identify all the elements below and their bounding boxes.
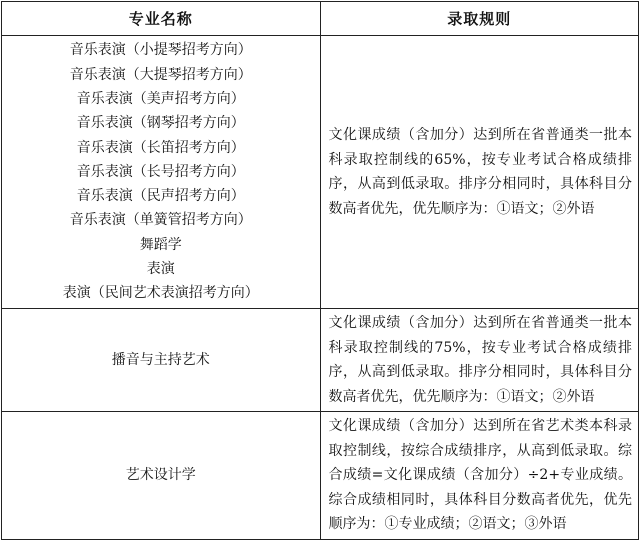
major-name: 音乐表演（钢琴招考方向） <box>76 115 245 132</box>
major-name: 表演 <box>146 261 175 278</box>
major-cell <box>2 36 321 309</box>
major-name: 表演（民间艺术表演招考方向） <box>62 285 259 302</box>
major-name: 播音与主持艺术 <box>111 351 210 368</box>
rule-cell: 文化课成绩（含加分）达到所在省普通类一批本科录取控制线的65%，按专业考试合格成绩排序，从高到低录取。排序分相同时，具体科目分数高者优先，优先顺序为：①语文；②外语 <box>320 36 639 309</box>
table-header-row <box>2 2 639 36</box>
major-name: 音乐表演（单簧管招考方向） <box>69 212 252 229</box>
major-cell <box>2 309 321 412</box>
rule-cell: 文化课成绩（含加分）达到所在省艺术类本科录取控制线，按综合成绩排序，从高到低录取。综合成绩=文化课成绩（含加分）÷2+专业成绩。综合成绩相同时，具体科目分数高者优先，优先顺序为：①专业成绩；②语文；③外语 <box>320 412 639 540</box>
major-name: 艺术设计学 <box>125 467 196 484</box>
major-name: 音乐表演（大提琴招考方向） <box>69 66 252 83</box>
major-cell <box>2 412 321 540</box>
major-name: 音乐表演（长笛招考方向） <box>76 139 245 156</box>
header-admission-rule: 录取规则 <box>320 2 639 36</box>
rule-cell: 文化课成绩（含加分）达到所在省普通类一批本科录取控制线的75%，按专业考试合格成绩排序，从高到低录取。排序分相同时，具体科目分数高者优先，优先顺序为：①语文；②外语 <box>320 309 639 412</box>
major-name: 音乐表演（长号招考方向） <box>76 163 245 180</box>
admission-rules-table <box>1 1 639 540</box>
table-row <box>2 36 639 309</box>
major-name: 舞蹈学 <box>139 236 182 253</box>
major-name: 音乐表演（美声招考方向） <box>76 90 245 107</box>
header-major-name: 专业名称 <box>2 2 321 36</box>
table-row <box>2 309 639 412</box>
table-row <box>2 412 639 540</box>
major-name: 音乐表演（民声招考方向） <box>76 188 245 205</box>
major-name: 音乐表演（小提琴招考方向） <box>69 42 252 59</box>
